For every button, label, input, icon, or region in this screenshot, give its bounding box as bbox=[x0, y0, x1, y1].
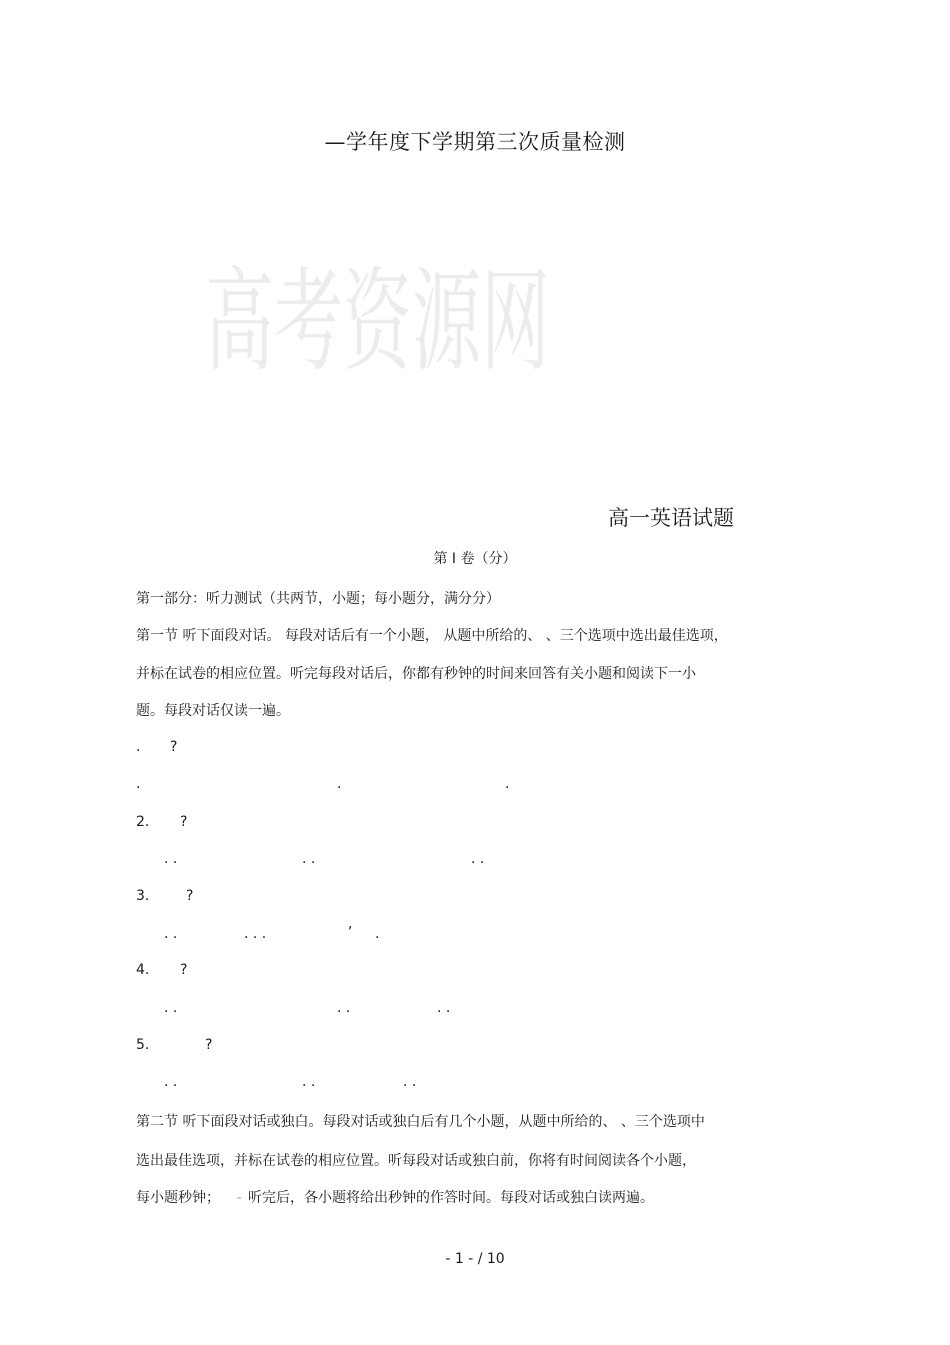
volume-heading: 第 I 卷（分） bbox=[433, 551, 517, 567]
page-title: —学年度下学期第三次质量检测 bbox=[324, 130, 626, 154]
section2-line3-mark: - bbox=[236, 1190, 242, 1206]
question-3-comma: , bbox=[348, 916, 353, 932]
section1-instruction-line1: 第一节 听下面段对话。 每段对话后有一个小题， 从题中所给的、 、三个选项中选出最佳选项， bbox=[136, 628, 728, 644]
section2-instruction-line3 bbox=[136, 1187, 654, 1207]
exam-subtitle: 高一英语试题 bbox=[608, 506, 734, 530]
watermark bbox=[205, 210, 550, 420]
section2-line3-start: 每小题秒钟； bbox=[136, 1190, 220, 1206]
question-4-number: 4. bbox=[136, 962, 150, 978]
question-5-number: 5. bbox=[136, 1037, 150, 1053]
section1-instruction-line3: 题。每段对话仅读一遍。 bbox=[136, 703, 290, 719]
question-3-option-c: . bbox=[375, 926, 380, 942]
question-4-option-b: . . bbox=[337, 1000, 351, 1016]
section2-instruction-line2: 选出最佳选项，并标在试卷的相应位置。听每段对话或独白前，你将有时间阅读各个小题， bbox=[136, 1153, 696, 1169]
section2-instruction-line1: 第二节 听下面段对话或独白。每段对话或独白后有几个小题，从题中所给的、 、三个选项中 bbox=[136, 1114, 705, 1130]
question-3-option-a: . . bbox=[164, 926, 178, 942]
question-4-mark: ? bbox=[180, 962, 188, 978]
question-5-option-c: . . bbox=[403, 1074, 417, 1090]
question-5-option-a: . . bbox=[164, 1074, 178, 1090]
question-3-option-b: . . . bbox=[244, 926, 267, 942]
watermark-text: 高考资源网 bbox=[205, 257, 550, 387]
question-2-mark: ? bbox=[180, 814, 188, 830]
question-4-option-c: . . bbox=[437, 1000, 451, 1016]
page-number: - 1 - / 10 bbox=[445, 1251, 505, 1267]
question-5-option-b: . . bbox=[302, 1074, 316, 1090]
question-5-mark: ? bbox=[205, 1037, 213, 1053]
section1-instruction-line2: 并标在试卷的相应位置。听完每段对话后，你都有秒钟的时间来回答有关小题和阅读下一小 bbox=[136, 666, 696, 682]
question-1-option-b: . bbox=[337, 776, 342, 792]
question-1-option-c: . bbox=[505, 776, 510, 792]
question-1-number: . bbox=[136, 739, 141, 755]
part1-heading: 第一部分：听力测试（共两节，小题；每小题分，满分分） bbox=[136, 591, 500, 607]
question-1-mark: ? bbox=[170, 739, 178, 755]
question-4-option-a: . . bbox=[164, 1000, 178, 1016]
section2-line3-end: 听完后，各小题将给出秒钟的作答时间。每段对话或独白读两遍。 bbox=[247, 1190, 654, 1206]
question-1-option-a: . bbox=[136, 776, 141, 792]
question-3-number: 3. bbox=[136, 888, 150, 904]
question-2-option-c: . . bbox=[471, 851, 485, 867]
question-2-option-a: . . bbox=[164, 851, 178, 867]
question-2-option-b: . . bbox=[302, 851, 316, 867]
question-3-mark: ? bbox=[186, 888, 194, 904]
question-2-number: 2. bbox=[136, 814, 150, 830]
